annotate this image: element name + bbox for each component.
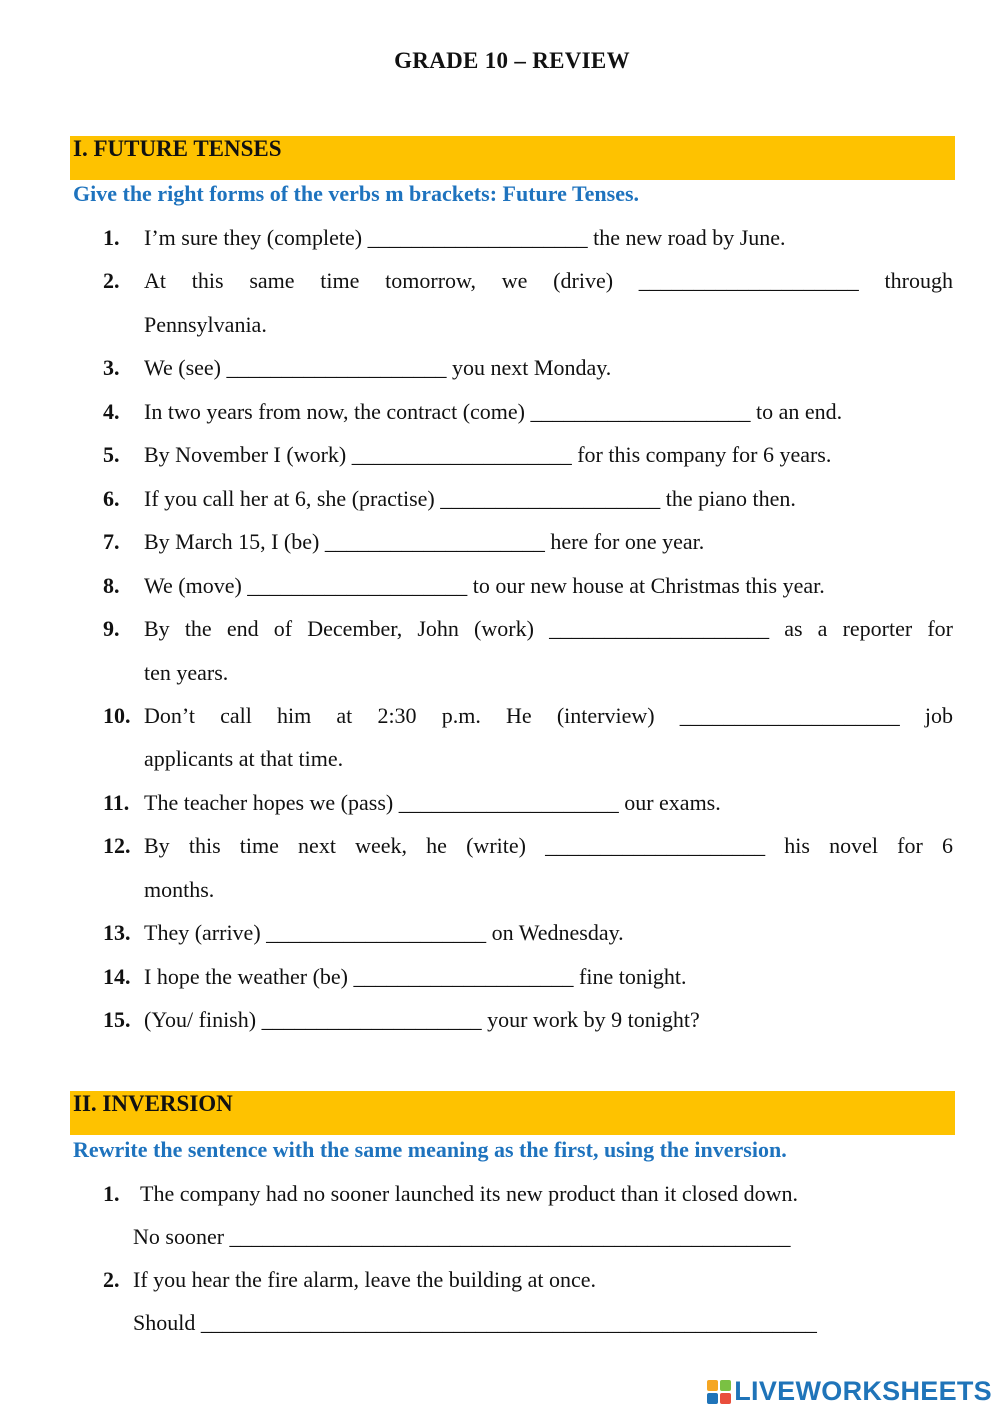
question-number: 3. <box>103 355 120 380</box>
question-number: 1. <box>103 225 120 250</box>
question-text: We (see) ____________________ you next Monday. <box>144 355 612 380</box>
section-heading-label: II. INVERSION <box>73 1091 233 1116</box>
question-text: (You/ finish) ____________________ your work by 9 tonight? <box>144 1007 700 1032</box>
question-number: 15. <box>103 1007 131 1032</box>
answer-line[interactable]: Should ________________________________________________________ <box>133 1310 817 1335</box>
question-number: 1. <box>103 1181 120 1206</box>
question-number: 12. <box>103 833 131 858</box>
section-heading-inversion <box>70 1091 955 1135</box>
question-number: 2. <box>103 1267 120 1292</box>
answer-line[interactable]: No sooner ___________________________________________________ <box>133 1224 791 1249</box>
question-text: We (move) ____________________ to our new house at Christmas this year. <box>144 573 825 598</box>
section-instruction: Give the right forms of the verbs m brackets: Future Tenses. <box>73 181 640 206</box>
liveworksheets-logo-icon <box>707 1380 731 1404</box>
question-number: 2. <box>103 268 120 293</box>
question-number: 7. <box>103 529 120 554</box>
question-text: By the end of December, John (work) ____________________ as a reporter for <box>144 616 953 641</box>
question-number: 14. <box>103 964 131 989</box>
question-number: 11. <box>103 790 130 815</box>
question-number: 5. <box>103 442 120 467</box>
question-text: Don’t call him at 2:30 p.m. He (interview) ____________________ job <box>144 703 953 728</box>
question-text: The teacher hopes we (pass) ____________________ our exams. <box>144 790 721 815</box>
question-text: The company had no sooner launched its new product than it closed down. <box>140 1181 799 1206</box>
question-text: If you call her at 6, she (practise) ____________________ the piano then. <box>144 486 796 511</box>
brand-name: LIVEWORKSHEETS <box>734 1376 992 1406</box>
question-text: At this same time tomorrow, we (drive) ____________________ through <box>144 268 953 293</box>
question-text-continued: Pennsylvania. <box>144 312 267 337</box>
question-text: In two years from now, the contract (come) ____________________ to an end. <box>144 399 843 424</box>
question-text: I hope the weather (be) ____________________ fine tonight. <box>144 964 687 989</box>
question-number: 8. <box>103 573 120 598</box>
section-heading-label: I. FUTURE TENSES <box>73 136 282 161</box>
liveworksheets-brand <box>707 1376 992 1407</box>
question-number: 10. <box>103 703 131 728</box>
question-text-continued: ten years. <box>144 660 229 685</box>
section-instruction: Rewrite the sentence with the same meaning as the first, using the inversion. <box>73 1137 787 1162</box>
page-title: GRADE 10 – REVIEW <box>394 48 630 73</box>
question-text-continued: applicants at that time. <box>144 746 344 771</box>
question-text-continued: months. <box>144 877 215 902</box>
question-number: 6. <box>103 486 120 511</box>
question-text: If you hear the fire alarm, leave the building at once. <box>133 1267 597 1292</box>
question-number: 4. <box>103 399 120 424</box>
question-number: 9. <box>103 616 120 641</box>
question-text: By November I (work) ____________________ for this company for 6 years. <box>144 442 832 467</box>
question-text: I’m sure they (complete) ____________________ the new road by June. <box>144 225 786 250</box>
question-number: 13. <box>103 920 131 945</box>
question-text: By this time next week, he (write) ____________________ his novel for 6 <box>144 833 953 858</box>
question-text: By March 15, I (be) ____________________ here for one year. <box>144 529 705 554</box>
section-heading-future-tenses <box>70 136 955 180</box>
question-text: They (arrive) ____________________ on Wednesday. <box>144 920 624 945</box>
